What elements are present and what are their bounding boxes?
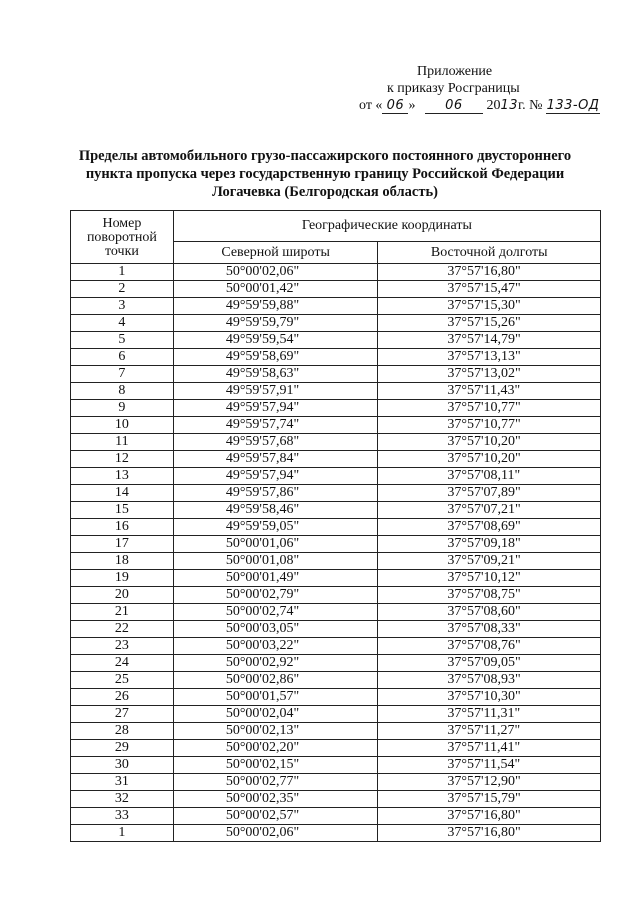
cell-latitude: 49°59'58,63"	[173, 366, 378, 383]
cell-longitude: 37°57'08,76"	[378, 638, 601, 655]
cell-latitude: 50°00'01,06"	[173, 536, 378, 553]
table-row	[71, 315, 601, 332]
table-row	[71, 264, 601, 281]
cell-latitude: 49°59'59,54"	[173, 332, 378, 349]
cell-point-number: 31	[71, 774, 174, 791]
cell-longitude: 37°57'12,90"	[378, 774, 601, 791]
table-row	[71, 536, 601, 553]
table-row	[71, 638, 601, 655]
cell-latitude: 49°59'59,05"	[173, 519, 378, 536]
cell-point-number: 17	[71, 536, 174, 553]
cell-longitude: 37°57'09,21"	[378, 553, 601, 570]
table-row	[71, 774, 601, 791]
cell-longitude: 37°57'11,31"	[378, 706, 601, 723]
table-row	[71, 621, 601, 638]
cell-point-number: 30	[71, 757, 174, 774]
cell-longitude: 37°57'11,41"	[378, 740, 601, 757]
table-row	[71, 281, 601, 298]
cell-point-number: 26	[71, 689, 174, 706]
cell-longitude: 37°57'15,26"	[378, 315, 601, 332]
cell-point-number: 23	[71, 638, 174, 655]
cell-longitude: 37°57'09,18"	[378, 536, 601, 553]
table-row	[71, 349, 601, 366]
table-row	[71, 825, 601, 842]
column-header-coordinates: Географические координаты	[173, 211, 600, 242]
cell-longitude: 37°57'10,77"	[378, 417, 601, 434]
cell-point-number: 14	[71, 485, 174, 502]
cell-point-number: 21	[71, 604, 174, 621]
title-line-3: Логачевка (Белгородская область)	[212, 184, 438, 200]
order-number-field: 133-ОД	[546, 98, 600, 113]
cell-longitude: 37°57'16,80"	[378, 264, 601, 281]
cell-longitude: 37°57'08,93"	[378, 672, 601, 689]
cell-latitude: 50°00'02,74"	[173, 604, 378, 621]
cell-latitude: 49°59'57,86"	[173, 485, 378, 502]
cell-point-number: 18	[71, 553, 174, 570]
cell-latitude: 50°00'02,04"	[173, 706, 378, 723]
cell-longitude: 37°57'13,02"	[378, 366, 601, 383]
table-row	[71, 706, 601, 723]
cell-longitude: 37°57'11,27"	[378, 723, 601, 740]
cell-point-number: 9	[71, 400, 174, 417]
cell-point-number: 1	[71, 825, 174, 842]
cell-latitude: 50°00'03,22"	[173, 638, 378, 655]
cell-longitude: 37°57'15,79"	[378, 791, 601, 808]
cell-point-number: 22	[71, 621, 174, 638]
cell-point-number: 33	[71, 808, 174, 825]
table-row	[71, 519, 601, 536]
table-row	[71, 553, 601, 570]
cell-longitude: 37°57'07,89"	[378, 485, 601, 502]
cell-latitude: 49°59'57,94"	[173, 400, 378, 417]
cell-longitude: 37°57'14,79"	[378, 332, 601, 349]
cell-longitude: 37°57'15,30"	[378, 298, 601, 315]
table-row	[71, 604, 601, 621]
appendix-order-ref: к приказу Росграницы	[387, 81, 520, 96]
cell-longitude: 37°57'11,43"	[378, 383, 601, 400]
cell-point-number: 5	[71, 332, 174, 349]
cell-latitude: 49°59'57,74"	[173, 417, 378, 434]
cell-longitude: 37°57'08,75"	[378, 587, 601, 604]
table-row	[71, 332, 601, 349]
table-row	[71, 417, 601, 434]
cell-longitude: 37°57'08,33"	[378, 621, 601, 638]
cell-latitude: 50°00'02,57"	[173, 808, 378, 825]
title-line-1: Пределы автомобильного грузо-пассажирского постоянного двустороннего	[78, 148, 572, 164]
cell-point-number: 11	[71, 434, 174, 451]
cell-point-number: 2	[71, 281, 174, 298]
cell-point-number: 10	[71, 417, 174, 434]
table-row	[71, 689, 601, 706]
cell-latitude: 50°00'02,13"	[173, 723, 378, 740]
table-row	[71, 485, 601, 502]
cell-latitude: 49°59'59,88"	[173, 298, 378, 315]
cell-point-number: 27	[71, 706, 174, 723]
cell-latitude: 49°59'57,84"	[173, 451, 378, 468]
cell-longitude: 37°57'10,12"	[378, 570, 601, 587]
cell-latitude: 50°00'02,06"	[173, 825, 378, 842]
table-row	[71, 791, 601, 808]
cell-longitude: 37°57'08,60"	[378, 604, 601, 621]
cell-point-number: 24	[71, 655, 174, 672]
appendix-label: Приложение	[417, 64, 493, 79]
cell-longitude: 37°57'13,13"	[378, 349, 601, 366]
table-row	[71, 298, 601, 315]
cell-point-number: 12	[71, 451, 174, 468]
table-row	[71, 366, 601, 383]
cell-latitude: 49°59'57,91"	[173, 383, 378, 400]
cell-point-number: 7	[71, 366, 174, 383]
table-row	[71, 672, 601, 689]
cell-latitude: 50°00'02,35"	[173, 791, 378, 808]
cell-point-number: 1	[71, 264, 174, 281]
month-field: 06	[425, 98, 483, 114]
cell-point-number: 20	[71, 587, 174, 604]
cell-longitude: 37°57'08,69"	[378, 519, 601, 536]
cell-longitude: 37°57'07,21"	[378, 502, 601, 519]
cell-point-number: 29	[71, 740, 174, 757]
cell-latitude: 50°00'02,20"	[173, 740, 378, 757]
table-row	[71, 502, 601, 519]
cell-latitude: 50°00'03,05"	[173, 621, 378, 638]
cell-latitude: 50°00'02,92"	[173, 655, 378, 672]
cell-longitude: 37°57'15,47"	[378, 281, 601, 298]
cell-latitude: 50°00'01,57"	[173, 689, 378, 706]
cell-latitude: 50°00'02,06"	[173, 264, 378, 281]
cell-latitude: 50°00'01,42"	[173, 281, 378, 298]
table-row	[71, 383, 601, 400]
cell-longitude: 37°57'10,20"	[378, 434, 601, 451]
cell-longitude: 37°57'16,80"	[378, 808, 601, 825]
cell-point-number: 8	[71, 383, 174, 400]
table-row	[71, 468, 601, 485]
cell-point-number: 19	[71, 570, 174, 587]
table-body	[71, 264, 601, 842]
cell-longitude: 37°57'10,77"	[378, 400, 601, 417]
table-row	[71, 587, 601, 604]
cell-point-number: 15	[71, 502, 174, 519]
table-row	[71, 434, 601, 451]
cell-latitude: 50°00'02,77"	[173, 774, 378, 791]
cell-latitude: 49°59'58,69"	[173, 349, 378, 366]
cell-point-number: 4	[71, 315, 174, 332]
table-row	[71, 757, 601, 774]
cell-latitude: 50°00'01,08"	[173, 553, 378, 570]
cell-longitude: 37°57'11,54"	[378, 757, 601, 774]
cell-longitude: 37°57'09,05"	[378, 655, 601, 672]
cell-longitude: 37°57'16,80"	[378, 825, 601, 842]
column-header-latitude: Северной широты	[173, 242, 378, 264]
table-row	[71, 570, 601, 587]
title-line-2: пункта пропуска через государственную границу Российской Федерации	[85, 166, 565, 182]
appendix-date-line: от « 06 » 06 2013г. № 133-ОД	[359, 98, 600, 113]
column-header-longitude: Восточной долготы	[378, 242, 601, 264]
coordinates-table	[70, 210, 601, 842]
cell-point-number: 16	[71, 519, 174, 536]
year-field: 13	[500, 98, 518, 113]
table-row	[71, 740, 601, 757]
table-row	[71, 808, 601, 825]
cell-latitude: 50°00'02,79"	[173, 587, 378, 604]
cell-latitude: 50°00'02,86"	[173, 672, 378, 689]
day-field: 06	[382, 98, 408, 114]
cell-longitude: 37°57'08,11"	[378, 468, 601, 485]
table-row	[71, 723, 601, 740]
column-header-number: Номер поворотной точки	[71, 211, 174, 264]
cell-longitude: 37°57'10,30"	[378, 689, 601, 706]
table-row	[71, 400, 601, 417]
cell-point-number: 32	[71, 791, 174, 808]
cell-point-number: 3	[71, 298, 174, 315]
cell-point-number: 25	[71, 672, 174, 689]
cell-point-number: 13	[71, 468, 174, 485]
cell-point-number: 6	[71, 349, 174, 366]
table-row	[71, 655, 601, 672]
cell-point-number: 28	[71, 723, 174, 740]
cell-longitude: 37°57'10,20"	[378, 451, 601, 468]
document-title	[55, 147, 595, 201]
cell-latitude: 50°00'01,49"	[173, 570, 378, 587]
cell-latitude: 49°59'59,79"	[173, 315, 378, 332]
cell-latitude: 49°59'57,94"	[173, 468, 378, 485]
cell-latitude: 50°00'02,15"	[173, 757, 378, 774]
cell-latitude: 49°59'58,46"	[173, 502, 378, 519]
cell-latitude: 49°59'57,68"	[173, 434, 378, 451]
table-row	[71, 451, 601, 468]
